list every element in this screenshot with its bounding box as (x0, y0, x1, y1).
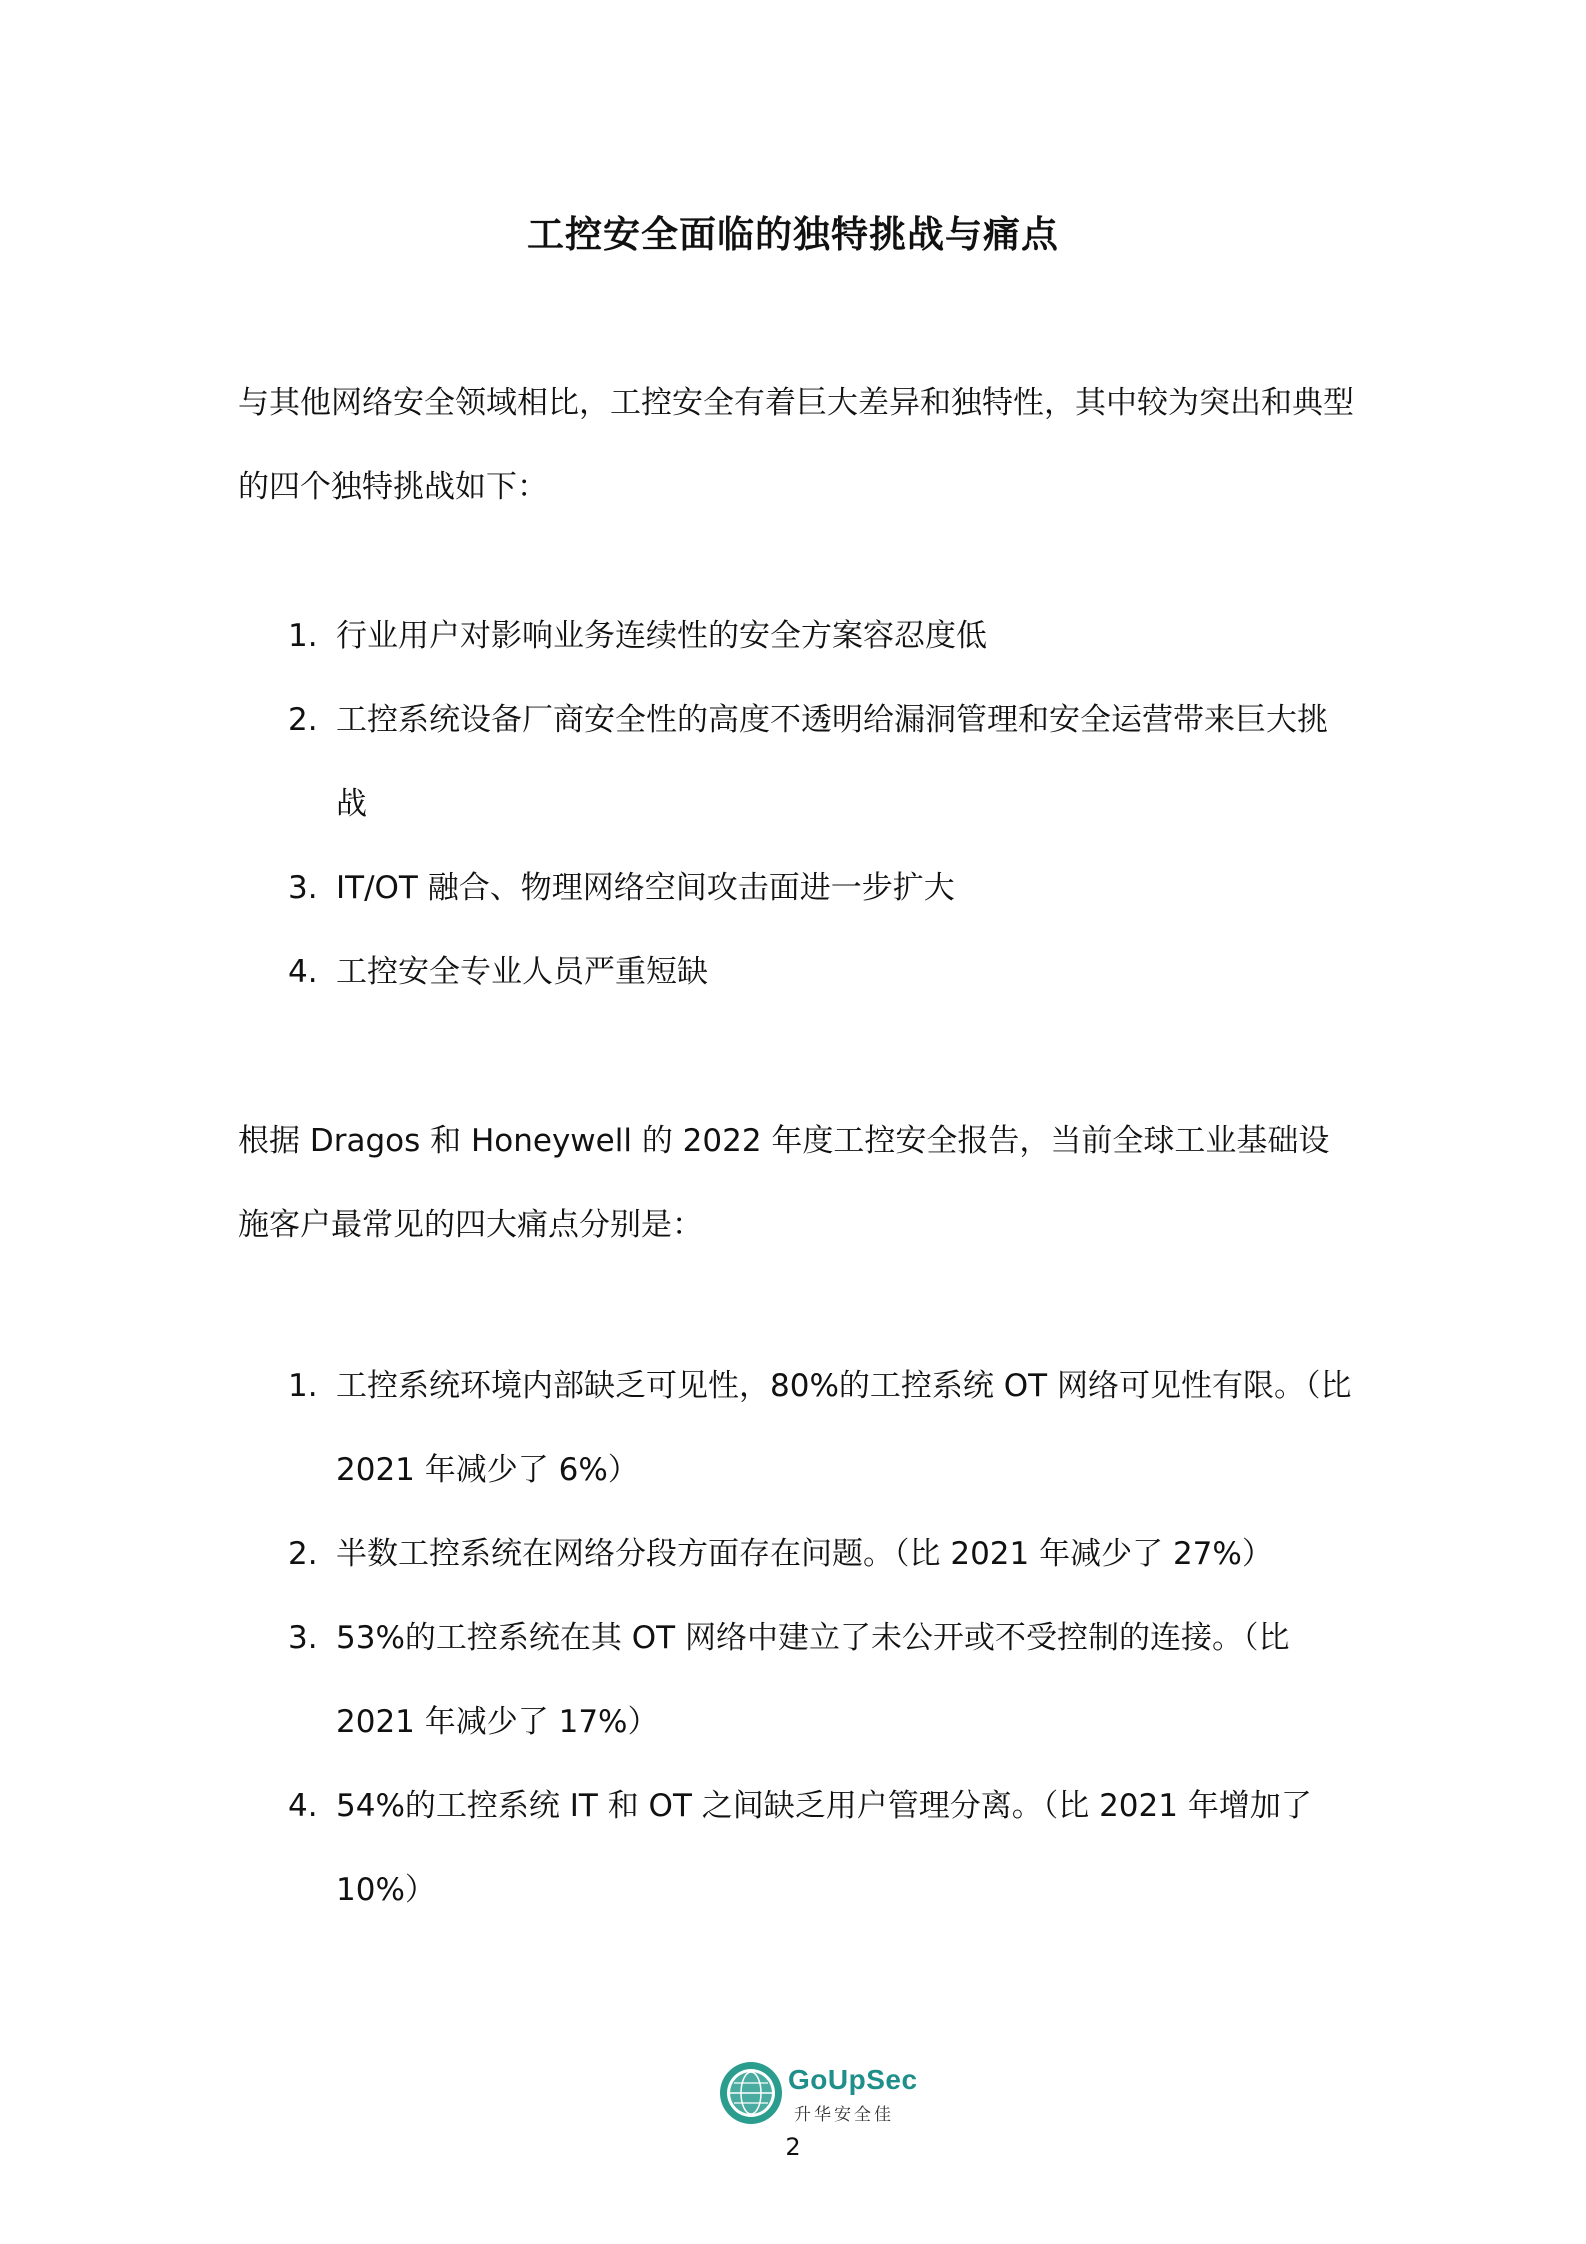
footer-logo (718, 2060, 918, 2130)
list-item (238, 1596, 1358, 1764)
list-item (238, 1344, 1358, 1512)
list-item-text: 半数工控系统在网络分段方面存在问题。（比 2021 年减少了 27%） (336, 1536, 1273, 1572)
list-item (238, 594, 1358, 678)
list-item-number: 3. (288, 870, 318, 906)
challenges-list (238, 594, 1358, 1014)
list-item-text: 工控系统环境内部缺乏可见性，80%的工控系统 OT 网络可见性有限。（比 2021 年减少了 6%） (336, 1368, 1352, 1488)
list-item-number: 1. (288, 618, 318, 654)
list-item-text: 工控安全专业人员严重短缺 (336, 954, 708, 990)
list-item-text: 工控系统设备厂商安全性的高度不透明给漏洞管理和安全运营带来巨大挑战 (336, 702, 1328, 822)
list-item (238, 930, 1358, 1014)
list-item-text: 行业用户对影响业务连续性的安全方案容忍度低 (336, 618, 987, 654)
list-item (238, 1512, 1358, 1596)
list-item-text: 54%的工控系统 IT 和 OT 之间缺乏用户管理分离。（比 2021 年增加了 10%） (336, 1788, 1312, 1908)
list-item-text: 53%的工控系统在其 OT 网络中建立了未公开或不受控制的连接。（比 2021 年减少了 17%） (336, 1620, 1290, 1740)
list-item (238, 1764, 1358, 1932)
list-item-text: IT/OT 融合、物理网络空间攻击面进一步扩大 (336, 870, 955, 906)
list-item-number: 2. (288, 1536, 318, 1572)
list-item (238, 678, 1358, 846)
list-item-number: 4. (288, 1788, 318, 1824)
intro-paragraph: 与其他网络安全领域相比，工控安全有着巨大差异和独特性，其中较为突出和典型的四个独特挑战如下： (238, 385, 1354, 505)
brand-subtitle: 升华安全佳 (794, 2105, 894, 2125)
list-item (238, 846, 1358, 930)
list-item-number: 2. (288, 702, 318, 738)
page-title: 工控安全面临的独特挑战与痛点 (527, 213, 1059, 256)
globe-logo-icon (718, 2060, 784, 2126)
page-number: 2 (785, 2133, 801, 2161)
brand-name: GoUpSec (788, 2064, 918, 2095)
pain-points-list (238, 1344, 1358, 1932)
list-item-number: 4. (288, 954, 318, 990)
report-intro-paragraph: 根据 Dragos 和 Honeywell 的 2022 年度工控安全报告，当前全球工业基础设施客户最常见的四大痛点分别是： (238, 1123, 1330, 1243)
list-item-number: 1. (288, 1368, 318, 1404)
list-item-number: 3. (288, 1620, 318, 1656)
